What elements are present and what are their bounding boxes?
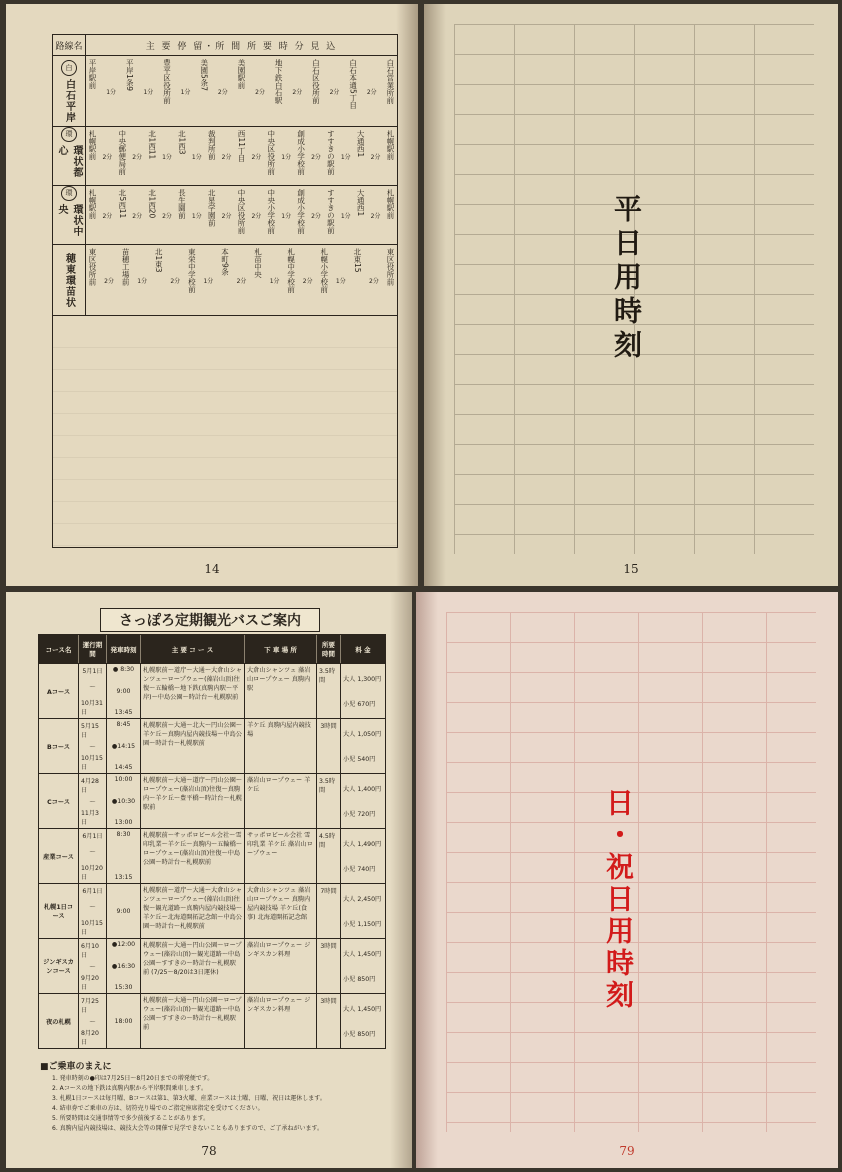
depart-time: 13:45: [114, 709, 133, 716]
route-time-table: [52, 34, 398, 548]
travel-minutes: 2分: [104, 277, 114, 285]
depart-time: ●10:30: [111, 797, 136, 805]
adult-fare: 大人 1,400円: [343, 786, 382, 793]
depart-time: 13:15: [114, 874, 133, 881]
route-name: 白石平岸: [63, 78, 75, 123]
period-text: 5月1日: [82, 668, 103, 675]
col-depart: 発車時刻: [107, 635, 141, 663]
main-route: 札幌駅前〜サッポロビール会社〜雪印乳業〜羊ケ丘〜真駒内〜五輪橋〜ロープウェー(藻岩山頂)往復〜中島公園〜時計台〜札幌駅前: [141, 829, 245, 883]
stop-name: 裁判所前: [207, 130, 217, 160]
route-name-cell: [53, 245, 86, 315]
travel-minutes: 2分: [102, 153, 113, 161]
duration-text: 3.5時間: [319, 668, 336, 684]
depart-time: ● 8:30: [112, 666, 135, 673]
depart-time: 8:45: [116, 721, 131, 728]
travel-minutes: 2分: [170, 277, 181, 285]
sightseeing-bus-title: さっぽろ定期観光バスご案内: [100, 608, 320, 632]
travel-minutes: 2分: [329, 88, 340, 96]
route-name-cell: [53, 186, 86, 244]
travel-minutes: 2分: [132, 153, 143, 161]
stop-name: 創成小学校前: [296, 189, 306, 234]
travel-minutes: 2分: [251, 212, 262, 220]
adult-fare: 大人 1,050円: [343, 731, 382, 738]
depart-time: 18:00: [114, 1017, 133, 1025]
fare-cell: [341, 774, 385, 828]
duration-cell: [317, 994, 341, 1048]
route-mark-icon: 環: [61, 127, 77, 142]
main-route: 札幌駅前〜大通〜円山公園〜ロープウェー(藻岩山頂)〜観光道路〜中島公園〜すすきの〜時計台〜札幌駅前 (7/25〜8/20は3日運休): [141, 939, 245, 993]
course-period: [79, 719, 107, 773]
travel-minutes: 1分: [269, 277, 280, 285]
notes-title: ■ご乗車のまえに: [40, 1062, 112, 1072]
travel-minutes: 2分: [370, 153, 381, 161]
course-period: [79, 994, 107, 1048]
page-number: 14: [204, 562, 220, 576]
depart-times: [107, 719, 141, 773]
child-fare: 小児 740円: [343, 866, 376, 873]
fare-cell: [341, 939, 385, 993]
route-name: 環状中央: [56, 203, 82, 237]
depart-time: ●14:15: [111, 742, 136, 750]
adult-fare: 大人 2,450円: [343, 896, 382, 903]
stop-name: すすきの駅前: [326, 130, 336, 175]
note-item: 5. 所要時間は交通事情等で多少前後することがあります。: [52, 1115, 210, 1122]
course-period: [79, 829, 107, 883]
duration-cell: [317, 719, 341, 773]
stop-name: 北東15: [352, 248, 362, 273]
main-route: 札幌駅前〜大通〜道庁〜円山公園〜ロープウェー(藻岩山頂)往復〜真駒内〜羊ケ丘〜豊平橋〜時計台〜札幌駅前: [141, 774, 245, 828]
route-mark-icon: 環: [61, 186, 77, 201]
period-text: 5月15日: [81, 723, 99, 739]
stop-name: 札幌駅前: [385, 130, 395, 160]
stop-name: 札幌駅前: [88, 189, 97, 219]
fare-cell: [341, 829, 385, 883]
travel-minutes: 1分: [191, 212, 202, 220]
depart-times: [107, 664, 141, 718]
page-15: [424, 4, 838, 586]
stop-name: 本町9条: [220, 248, 230, 276]
stop-name: 東区役所前: [385, 248, 395, 286]
stop-name: 大通西1: [356, 189, 366, 217]
depart-time: ●12:00: [111, 941, 136, 948]
period-text: 9月20日: [81, 975, 99, 991]
travel-minutes: 2分: [221, 153, 232, 161]
travel-minutes: 1分: [340, 212, 351, 220]
course-name: 札幌1日コース: [39, 884, 79, 938]
depart-time: 10:00: [114, 776, 133, 783]
page-79: [416, 592, 838, 1168]
stop-name: 白石区役所前: [311, 59, 321, 104]
depart-times: [107, 884, 141, 938]
travel-minutes: 2分: [370, 212, 381, 220]
fare-cell: [341, 719, 385, 773]
table-header-row: [39, 635, 385, 664]
travel-minutes: 1分: [203, 277, 214, 285]
stop-name: 美園5条7: [199, 59, 209, 92]
page-number: 78: [201, 1144, 217, 1158]
child-fare: 小児 540円: [343, 756, 376, 763]
page-14: [6, 4, 418, 586]
period-text: 〜: [89, 963, 96, 971]
travel-minutes: 2分: [162, 212, 172, 220]
route-name-header: 路線名: [53, 35, 86, 55]
book-gutter-shadow: [390, 592, 412, 1168]
stop-name: 白石営業所前: [385, 59, 395, 104]
stops-header: 主 要 停 留・所 間 所 要 時 分 見 込: [145, 41, 338, 52]
course-rows: [39, 664, 385, 1048]
stops-cell: [86, 245, 397, 315]
page-number: 79: [619, 1144, 635, 1158]
book-gutter-shadow: [416, 592, 438, 1168]
duration-text: 3時間: [320, 998, 337, 1005]
stop-name: 中央区役所前: [236, 189, 246, 234]
stop-name: 大通西1: [356, 130, 366, 158]
weekday-timetable-title: 平日用時刻: [610, 194, 643, 364]
period-text: 〜: [89, 1018, 96, 1026]
travel-minutes: 2分: [217, 88, 228, 96]
note-item: 2. Aコースの地下鉄は真駒内駅から平岸駅間乗車します。: [52, 1085, 207, 1092]
duration-text: 7時間: [320, 888, 337, 895]
travel-minutes: 2分: [132, 212, 143, 220]
note-item: 1. 発車時刻の●印は7月25日〜8月20日までの増発便です。: [52, 1075, 214, 1082]
duration-text: 3.5時間: [319, 778, 336, 794]
col-route: 主 要 コ ー ス: [141, 635, 245, 663]
duration-text: 4.5時間: [319, 833, 336, 849]
depart-time: ●16:30: [111, 962, 136, 970]
travel-minutes: 1分: [281, 153, 292, 161]
travel-minutes: 1分: [335, 277, 346, 285]
depart-time: 15:30: [114, 984, 133, 991]
depart-time: 9:00: [116, 907, 131, 915]
main-route: 札幌駅前〜道庁〜大通〜大倉山シャンツェ〜ロープウェー(藻岩山頂)往復〜五輪橋〜地下鉄(真駒内駅〜平岸)〜中島公園〜時計台〜札幌駅前: [141, 664, 245, 718]
stop-name: 北1東3: [154, 248, 164, 273]
stop-name: 中央小学校前: [266, 189, 276, 234]
page-number: 15: [623, 562, 639, 576]
show-through-lines: [53, 347, 397, 547]
child-fare: 小児 720円: [343, 811, 376, 818]
period-text: 7月25日: [81, 998, 99, 1014]
travel-minutes: 2分: [221, 212, 232, 220]
stop-name: 札幌駅前: [88, 130, 97, 160]
route-name: 環状都心: [56, 144, 82, 178]
period-text: 6月10日: [81, 943, 99, 959]
travel-minutes: 1分: [281, 212, 292, 220]
route-name-cell: [53, 127, 86, 185]
stop-name: 豊平区役所前: [162, 59, 172, 104]
route-rows: [53, 56, 397, 316]
child-fare: 小児 850円: [343, 976, 376, 983]
stop-name: 北5西11: [117, 189, 127, 219]
period-text: 10月31日: [81, 700, 103, 716]
course-period: [79, 664, 107, 718]
col-duration: 所要時間: [317, 635, 341, 663]
holiday-timetable-title: 日・祝日用時刻: [602, 788, 635, 1012]
page-78: [6, 592, 412, 1168]
stop-name: 北1西11: [147, 130, 157, 160]
course-row: [39, 774, 385, 829]
child-fare: 小児 670円: [343, 701, 376, 708]
stop-name: 札幌小学校前: [319, 248, 329, 293]
stop-name: 東区役所前: [88, 248, 97, 286]
stops-cell: [86, 127, 397, 185]
stop-places: サッポロビール会社 雪印乳業 羊ケ丘 藻岩山ロープウェー: [245, 829, 317, 883]
stop-name: 創成小学校前: [296, 130, 306, 175]
period-text: 6月1日: [82, 888, 103, 895]
period-text: 11月3日: [81, 810, 99, 826]
travel-minutes: 2分: [366, 88, 377, 96]
stops-cell: [86, 186, 397, 244]
main-route: 札幌駅前〜大通〜北大〜円山公園〜羊ケ丘〜真駒内屋内競技場〜中島公園〜時計台〜札幌駅前: [141, 719, 245, 773]
depart-times: [107, 994, 141, 1048]
travel-minutes: 1分: [191, 153, 202, 161]
stop-places: 藻岩山ロープウェー ジンギスカン料理: [245, 994, 317, 1048]
main-route: 札幌駅前〜道庁〜大通〜大倉山シャンツェ〜ロープウェー(藻岩山頂)往復〜観光道路〜真駒内屋内競技場〜羊ケ丘〜北海道開拓記念館〜中島公園〜時計台〜札幌駅前: [141, 884, 245, 938]
duration-cell: [317, 939, 341, 993]
route-row: [53, 56, 397, 127]
depart-time: 9:00: [116, 687, 131, 695]
route-name-cell: [53, 56, 86, 126]
stop-name: 札幌中学校前: [286, 248, 296, 293]
sightseeing-bus-table: [38, 634, 386, 1049]
period-text: 〜: [89, 849, 96, 856]
course-name: Cコース: [39, 774, 79, 828]
stop-places: 大倉山シャンツェ 藻岩山ロープウェー 真駒内駅: [245, 664, 317, 718]
stop-name: 平岸駅前: [88, 59, 97, 89]
child-fare: 小児 1,150円: [343, 921, 382, 928]
travel-minutes: 1分: [137, 277, 148, 285]
travel-minutes: 1分: [106, 88, 117, 96]
course-row: [39, 939, 385, 994]
route-row: [53, 127, 397, 186]
stop-places: 藻岩山ロープウェー ジンギスカン料理: [245, 939, 317, 993]
stop-name: 美園駅前: [236, 59, 246, 89]
stop-name: 北1西3: [177, 130, 187, 155]
notes-list: [40, 1074, 380, 1134]
fare-cell: [341, 884, 385, 938]
stop-name: 東栄中学校前: [187, 248, 197, 293]
travel-minutes: 2分: [311, 212, 321, 220]
duration-text: 3時間: [320, 943, 337, 950]
col-fare: 料 金: [355, 645, 371, 654]
travel-minutes: 2分: [369, 277, 379, 285]
depart-time: 14:45: [114, 764, 133, 771]
col-stops: 下 車 場 所: [245, 635, 317, 663]
travel-minutes: 1分: [162, 153, 172, 161]
child-fare: 小児 850円: [343, 1031, 376, 1038]
travel-minutes: 1分: [143, 88, 154, 96]
course-period: [79, 939, 107, 993]
fare-cell: [341, 664, 385, 718]
period-text: 4月28日: [81, 778, 99, 794]
course-row: [39, 884, 385, 939]
route-mark-icon: 白: [61, 60, 77, 76]
stop-name: 白石本通5丁目: [348, 59, 358, 109]
course-period: [79, 884, 107, 938]
note-item: 4. 結車券でご乗車の方は、切符売り場でのご指定座席指定を受けてください。: [52, 1105, 264, 1112]
stop-name: 北1西20: [147, 189, 157, 219]
course-row: [39, 664, 385, 719]
travel-minutes: 2分: [302, 277, 313, 285]
period-text: 〜: [89, 743, 96, 751]
depart-times: [107, 774, 141, 828]
stop-name: 平岸1条9: [125, 59, 135, 92]
period-text: 10月15日: [81, 920, 103, 936]
main-route: 札幌駅前〜大通〜円山公園〜ロープウェー(藻岩山頂)〜観光道路〜中島公園〜すすきの〜時計台〜札幌駅前: [141, 994, 245, 1048]
travel-minutes: 2分: [292, 88, 303, 96]
duration-text: 3時間: [320, 723, 337, 730]
duration-cell: [317, 664, 341, 718]
course-period: [79, 774, 107, 828]
stop-name: 札幌駅前: [385, 189, 395, 219]
book-gutter-shadow: [424, 4, 446, 586]
col-period: 運行期間: [79, 635, 107, 663]
course-name: 産業コース: [39, 829, 79, 883]
course-name: 夜の札幌: [39, 994, 79, 1048]
course-name: ジンギスカンコース: [39, 939, 79, 993]
adult-fare: 大人 1,450円: [343, 1006, 382, 1013]
stop-name: 地下鉄白石駅: [274, 59, 284, 104]
travel-minutes: 2分: [311, 153, 321, 161]
stop-name: 長生園前: [177, 189, 187, 219]
period-text: 6月1日: [82, 833, 103, 840]
period-text: 8月20日: [81, 1030, 99, 1046]
course-name: Aコース: [39, 664, 79, 718]
adult-fare: 大人 1,490円: [343, 841, 382, 848]
stop-places: 藻岩山ロープウェー 羊ケ丘: [245, 774, 317, 828]
note-item: 6. 真駒内屋内競技場は、競技大会等の開催で見学できないこともありますので、ご了承ねがいます。: [52, 1125, 324, 1132]
stops-cell: [86, 56, 397, 126]
duration-cell: [317, 829, 341, 883]
note-item: 3. 札幌1日コースは毎月曜、Bコースは第1、第3火曜、産業コースは土曜、日曜、祝日は運休します。: [52, 1095, 326, 1102]
period-text: 〜: [89, 684, 96, 691]
depart-time: 13:00: [114, 819, 133, 826]
stop-name: 北星学園前: [207, 189, 217, 227]
depart-times: [107, 939, 141, 993]
course-name: Bコース: [39, 719, 79, 773]
stop-name: 西11丁目: [236, 130, 246, 163]
stop-name: すすきの駅前: [326, 189, 336, 234]
period-text: 10月20日: [81, 865, 103, 881]
period-text: 10月15日: [81, 755, 103, 771]
stop-name: 苗穂工場前: [121, 248, 131, 286]
course-row: [39, 829, 385, 884]
stop-places: 羊ケ丘 真駒内屋内競技場: [245, 719, 317, 773]
period-text: 〜: [89, 904, 96, 911]
stop-name: 中央区役所前: [266, 130, 276, 175]
depart-time: 8:30: [116, 831, 131, 838]
stop-places: 大倉山シャンツェ 藻岩山ロープウェー 真駒内屋内競技場 羊ケ丘(食事) 北海道開拓記念館: [245, 884, 317, 938]
route-name: 穂東環苗状: [63, 252, 75, 308]
stop-name: 札苗中央: [253, 248, 263, 278]
travel-minutes: 1分: [180, 88, 191, 96]
adult-fare: 大人 1,300円: [343, 676, 382, 683]
col-course: コース名: [39, 635, 79, 663]
table-header: [53, 35, 397, 56]
boarding-notes: [40, 1062, 380, 1134]
depart-times: [107, 829, 141, 883]
travel-minutes: 2分: [255, 88, 265, 96]
route-row: [53, 245, 397, 316]
travel-minutes: 2分: [236, 277, 247, 285]
duration-cell: [317, 774, 341, 828]
travel-minutes: 1分: [340, 153, 351, 161]
duration-cell: [317, 884, 341, 938]
stop-name: 中央郵便局前: [117, 130, 127, 175]
travel-minutes: 2分: [102, 212, 113, 220]
travel-minutes: 2分: [251, 153, 262, 161]
book-gutter-shadow: [396, 4, 418, 586]
route-row: [53, 186, 397, 245]
fare-cell: [341, 994, 385, 1048]
course-row: [39, 719, 385, 774]
course-row: [39, 994, 385, 1048]
adult-fare: 大人 1,450円: [343, 951, 382, 958]
period-text: 〜: [89, 798, 96, 806]
